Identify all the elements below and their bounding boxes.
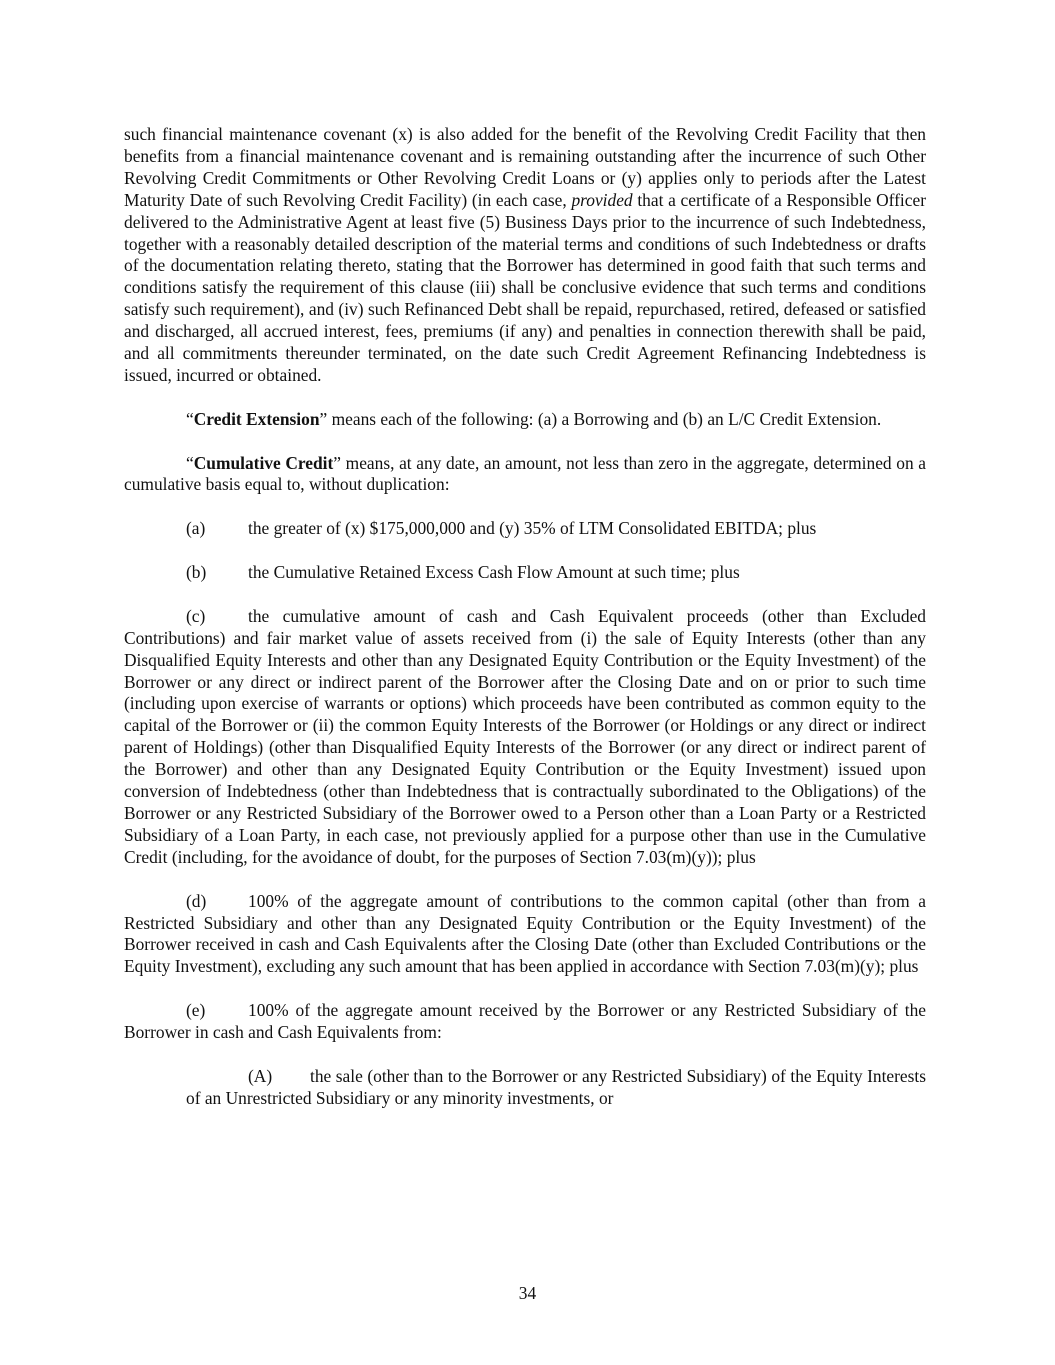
list-item-d (124, 891, 926, 979)
item-label: (d) (186, 890, 207, 911)
item-label: (c) (186, 605, 206, 626)
item-text: 100% of the aggregate amount received by the Borrower or any Restricted Subsidiary of the Borrower in cash and Cash Equivalents from: (124, 1000, 926, 1043)
open-quote: “ (186, 408, 194, 429)
intro-text-part1: such financial maintenance covenant (x) is also added for the benefit of the Revolving Credit Facility that then benefits from a financial maintenance covenant and is remaining outstanding after the incurrence of such Other Revolving Credit Commitments or Other Revolving Credit Loans or (y) applies only to periods after the Latest Maturity Date of such Revolving Credit Facility) (in each case, (124, 124, 926, 210)
item-text: the cumulative amount of cash and Cash Equivalent proceeds (other than Excluded Contributions) and fair market value of assets received from (i) the sale of Equity Interests (other than any Disqualified Equity Interests and other than any Designated Equity Contribution or the Equity Investment) of the Borrower or any direct or indirect parent of the Borrower after the Closing Date and on or prior to such time (including upon exercise of warrants or options) which proceeds have been contributed as common equity to the capital of the Borrower or (ii) the common Equity Interests of the Borrower (or Holdings or any direct or indirect parent of Holdings) (other than Disqualified Equity Interests of the Borrower (or any direct or indirect parent of the Borrower) and other than any Designated Equity Contribution or the Equity Investment) issued upon conversion of Indebtedness (other than Indebtedness that is contractually subordinated to the Obligations) of the Borrower or any Restricted Subsidiary of the Borrower owed to a Person other than a Loan Party or a Restricted Subsidiary of a Loan Party, in each case, not previously applied for a purpose other than use in the Cumulative Credit (including, for the avoidance of doubt, for the purposes of Section 7.03(m)(y)); plus (124, 605, 926, 867)
document-page (124, 124, 926, 1127)
open-quote: “ (186, 452, 194, 473)
list-item-b (124, 562, 926, 584)
sub-item-A (186, 1066, 926, 1110)
sub-item-text: the sale (other than to the Borrower or any Restricted Subsidiary) of the Equity Interests of an Unrestricted Subsidiary or any minority investments, or (186, 1065, 926, 1108)
close-quote: ” (319, 408, 328, 429)
definition-text: means each of the following: (a) a Borrowing and (b) an L/C Credit Extension. (331, 408, 882, 429)
page-number: 34 (518, 1283, 537, 1303)
item-label: (e) (186, 1000, 206, 1021)
list-item-e (124, 1000, 926, 1044)
item-label: (a) (186, 518, 206, 539)
definition-cumulative-credit (124, 453, 926, 497)
sub-item-label: (A) (248, 1065, 273, 1086)
intro-text-part2: that a certificate of a Responsible Officer delivered to the Administrative Agent at least five (5) Business Days prior to the incurrence of such Indebtedness, together with a reasonably detailed description of the material terms and conditions of such Indebtedness or drafts of the documentation relating thereto, stating that the Borrower has determined in good faith that such terms and conditions satisfy the requirement of this clause (iii) shall be conclusive evidence that such terms and conditions satisfy such requirement), and (iv) such Refinanced Debt shall be repaid, repurchased, retired, defeased or satisfied and discharged, all accrued interest, fees, premiums (if any) and penalties in connection therewith shall be paid, and all commitments thereunder terminated, on the date such Credit Agreement Refinancing Indebtedness is issued, incurred or obtained. (124, 189, 926, 385)
definition-credit-extension (124, 409, 926, 431)
intro-italic-term: provided (571, 189, 633, 210)
close-quote: ” (333, 452, 342, 473)
list-item-c (124, 606, 926, 869)
item-text: the greater of (x) $175,000,000 and (y) 35% of LTM Consolidated EBITDA; plus (248, 518, 817, 539)
intro-paragraph (124, 124, 926, 387)
list-item-a (124, 518, 926, 540)
item-label: (b) (186, 562, 207, 583)
definition-text: means, at any date, an amount, not less than zero in the aggregate, determined on a cumulative basis equal to, without duplication: (124, 452, 926, 495)
defined-term: Credit Extension (193, 408, 320, 429)
item-text: the Cumulative Retained Excess Cash Flow Amount at such time; plus (248, 562, 740, 583)
item-text: 100% of the aggregate amount of contributions to the common capital (other than from a Restricted Subsidiary and other than any Designated Equity Contribution or the Equity Investment) of the Borrower received in cash and Cash Equivalents after the Closing Date (other than Excluded Contributions or the Equity Investment), excluding any such amount that has been applied in accordance with Section 7.03(m)(y); plus (124, 890, 926, 977)
defined-term: Cumulative Credit (193, 452, 334, 473)
